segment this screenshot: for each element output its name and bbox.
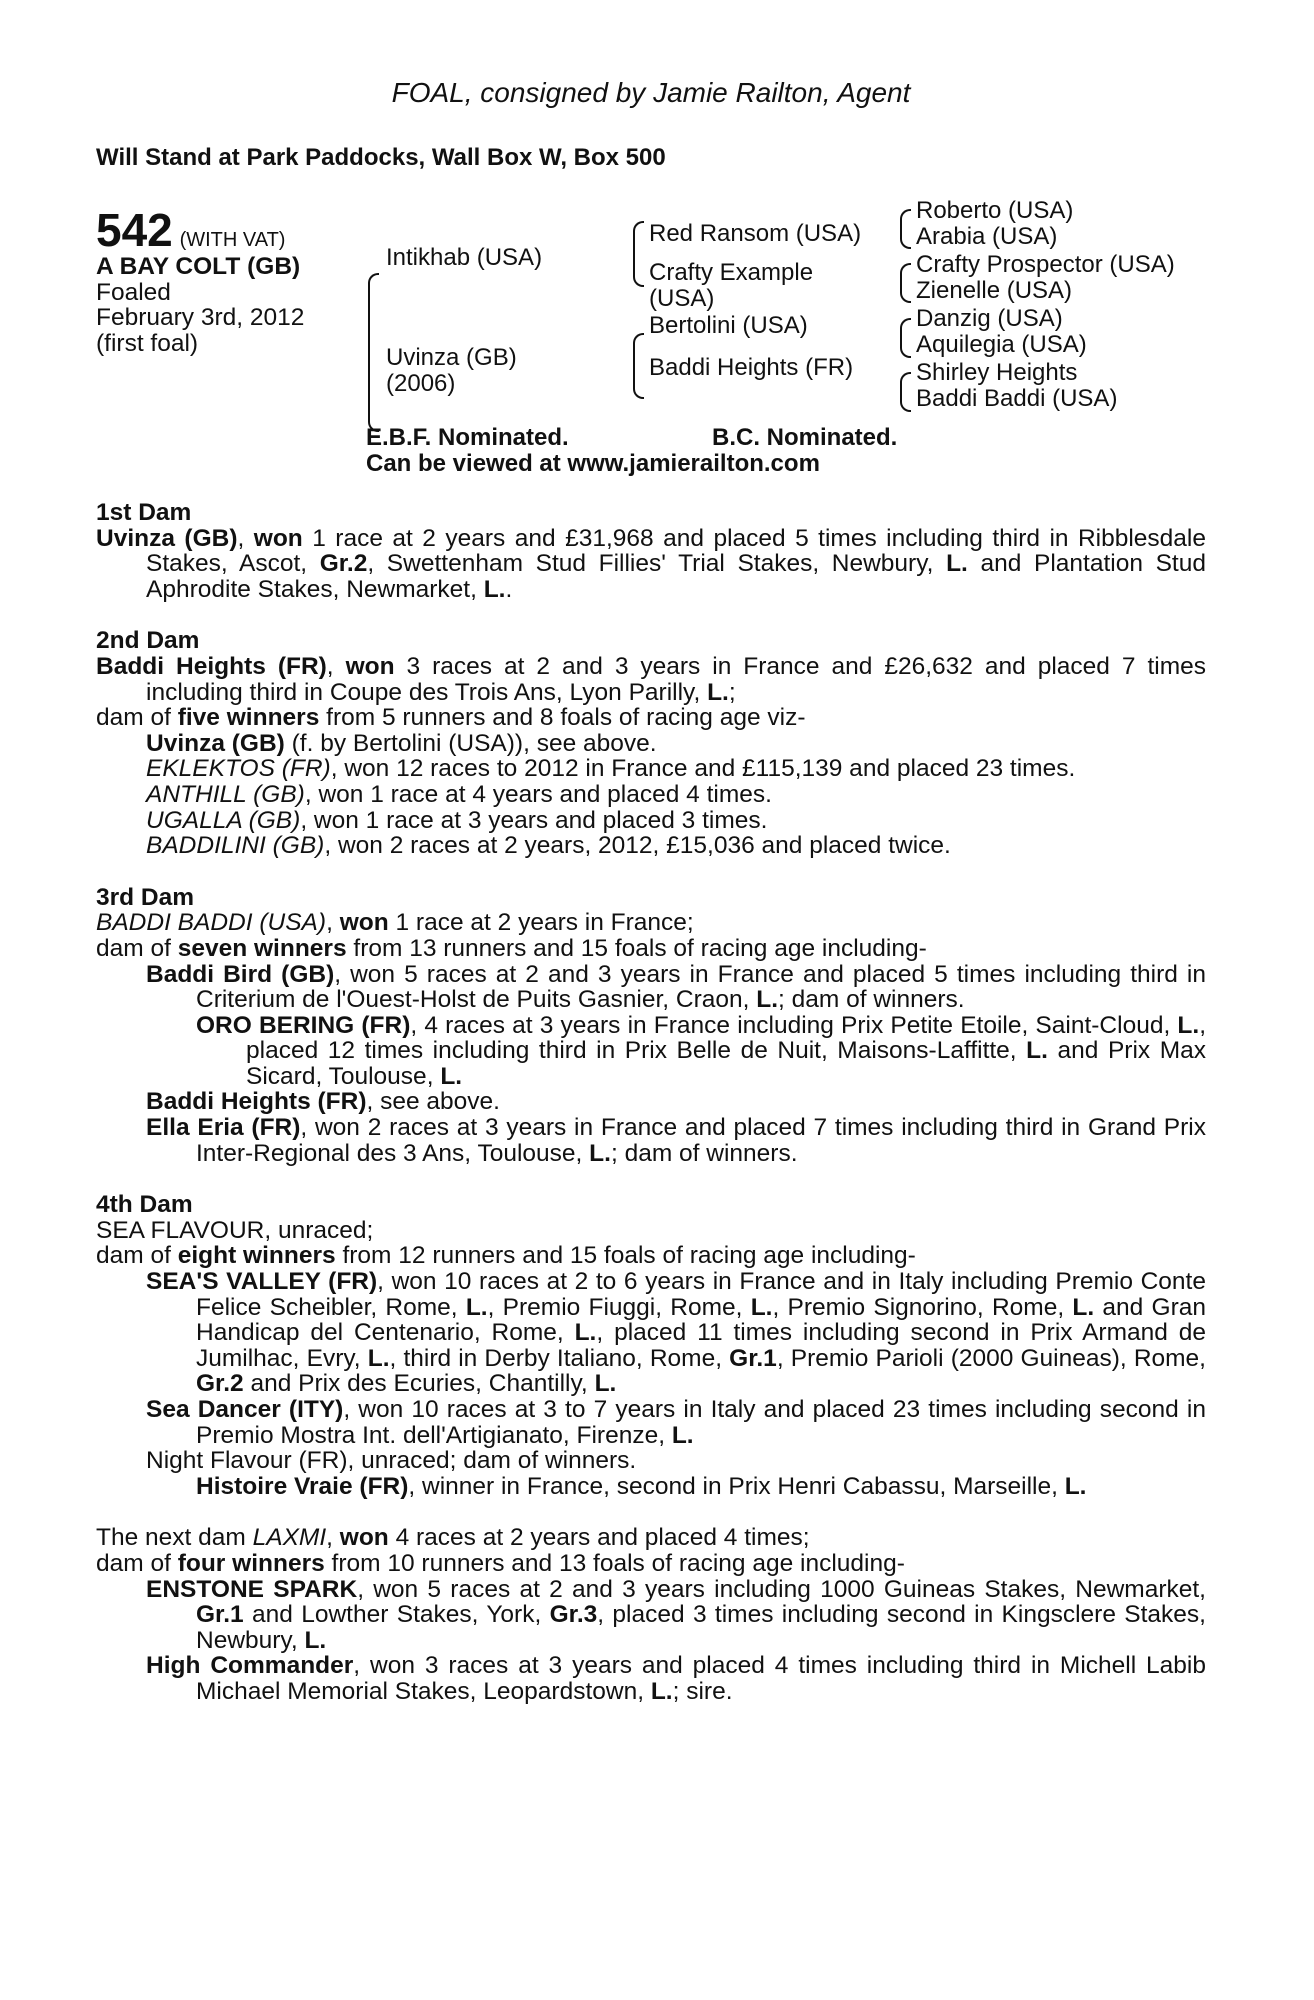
foaled-date: February 3rd, 2012 — [96, 304, 305, 332]
produce-record: Sea Dancer (ITY), won 10 races at 3 to 7 years in Italy and placed 23 times including second in Premio Mostra Int. dell'Artigianato, Firenze, L. — [146, 1396, 1206, 1449]
foal-note: (first foal) — [96, 329, 199, 357]
dam-year: (2006) — [386, 370, 456, 397]
section-heading: 1st Dam — [96, 499, 192, 526]
website-link[interactable]: Can be viewed at www.jamierailton.com — [366, 450, 820, 477]
produce-summary: dam of four winners from 10 runners and 13 foals of racing age including- — [96, 1549, 905, 1577]
pedigree-brace — [633, 333, 644, 399]
produce-record: Uvinza (GB) (f. by Bertolini (USA)), see above. — [146, 729, 657, 757]
produce-record: ORO BERING (FR), 4 races at 3 years in France including Prix Petite Etoile, Saint-Cloud, L., placed 12 times including third in Prix Belle de Nuit, Maisons-Laffitte, L. and Prix Max Sicard, Toulouse, L. — [196, 1011, 1206, 1090]
dam-dam: Baddi Heights (FR) — [649, 354, 854, 381]
produce-record: ENSTONE SPARK, won 5 races at 2 and 3 years including 1000 Guineas Stakes, Newmarket, Gr.1 and Lowther Stakes, York, Gr.3, placed 3 times including second in Kingsclere Stakes, Newbury, L. — [146, 1575, 1206, 1654]
produce-record: Night Flavour (FR), unraced; dam of winners. — [146, 1447, 637, 1475]
pedigree-brace — [900, 209, 911, 249]
next-dam-section — [96, 1525, 1206, 1704]
dam-sire: Bertolini (USA) — [649, 312, 808, 339]
pedigree-notes — [96, 500, 1206, 1731]
produce-summary: dam of eight winners from 12 runners and 15 foals of racing age including- — [96, 1242, 916, 1270]
lot-number: 542 — [96, 204, 173, 256]
produce-record: BADDILINI (GB), won 2 races at 2 years, 2012, £15,036 and placed twice. — [146, 832, 951, 860]
bc-nominated: B.C. Nominated. — [712, 424, 898, 451]
pedigree-brace — [368, 273, 379, 432]
stand-location: Will Stand at Park Paddocks, Wall Box W, Box 500 — [96, 144, 666, 171]
produce-record: SEA'S VALLEY (FR), won 10 races at 2 to 6 years in France and in Italy including Premio Conte Felice Scheibler, Rome, L., Premio Fiuggi, Rome, L., Premio Signorino, Rome, L. and Gran Handicap del Centenario, Rome, L., placed 11 times including second in Prix Armand de Jumilhac, Evry, L., third in Derby Italiano, Rome, Gr.1, Premio Parioli (2000 Guineas), Rome, Gr.2 and Prix des Ecuries, Chantilly, L. — [146, 1268, 1206, 1398]
produce-record: Ella Eria (FR), won 2 races at 3 years in France and placed 7 times including third in Grand Prix Inter-Regional des 3 Ans, Toulouse, L.; dam of winners. — [146, 1114, 1206, 1167]
dam: Uvinza (GB) — [386, 344, 517, 371]
sire-dam-country: (USA) — [649, 285, 715, 312]
produce-record: Baddi Heights (FR), see above. — [146, 1088, 500, 1116]
foaled-label: Foaled — [96, 278, 171, 306]
produce-record: Histoire Vraie (FR), winner in France, second in Prix Henri Cabassu, Marseille, L. — [196, 1472, 1087, 1500]
dam-record: BADDI BADDI (USA), won 1 race at 2 years in France; — [96, 909, 694, 937]
dam-record: SEA FLAVOUR, unraced; — [96, 1216, 374, 1244]
produce-record: High Commander, won 3 races at 3 years and placed 4 times including third in Michell Labib Michael Memorial Stakes, Leopardstown, L.; sire. — [146, 1652, 1207, 1705]
pedigree-chart — [96, 197, 1206, 425]
section-heading: 2nd Dam — [96, 627, 200, 655]
lot-name: A BAY COLT (GB) — [96, 253, 301, 280]
sire-sire-dam: Arabia (USA) — [916, 223, 1058, 250]
consignor-title: FOAL, consigned by Jamie Railton, Agent — [391, 77, 911, 108]
produce-record: Baddi Bird (GB), won 5 races at 2 and 3 years in France and placed 5 times including third in Criterium de l'Ouest-Holst de Puits Gasnier, Craon, L.; dam of winners. — [146, 960, 1206, 1014]
sire-dam: Crafty Example — [649, 259, 814, 286]
dam-dam-dam: Baddi Baddi (USA) — [916, 385, 1118, 412]
pedigree-brace — [900, 372, 911, 412]
dam-sire-dam: Aquilegia (USA) — [916, 331, 1087, 358]
dam-record: Baddi Heights (FR), won 3 races at 2 and 3 years in France and £26,632 and placed 7 times including third in Coupe des Trois Ans, Lyon Parilly, L.; — [96, 652, 1206, 706]
section-heading: 3rd Dam — [96, 883, 195, 911]
produce-record: UGALLA (GB), won 1 race at 3 years and placed 3 times. — [146, 806, 768, 834]
sire: Intikhab (USA) — [386, 244, 543, 271]
sire-sire: Red Ransom (USA) — [649, 220, 862, 247]
fourth-dam-section — [96, 1192, 1206, 1499]
dam-record: The next dam LAXMI, won 4 races at 2 years and placed 4 times; — [96, 1524, 810, 1552]
produce-summary: dam of five winners from 5 runners and 8 foals of racing age viz- — [96, 704, 806, 732]
sire-dam-dam: Zienelle (USA) — [916, 277, 1073, 304]
produce-record: ANTHILL (GB), won 1 race at 4 years and placed 4 times. — [146, 780, 772, 808]
section-heading: 4th Dam — [96, 1191, 193, 1219]
pedigree-brace — [900, 318, 911, 358]
dam-record: Uvinza (GB), won 1 race at 2 years and £31,968 and placed 5 times including third in Ribblesdale Stakes, Ascot, Gr.2, Swettenham Stud Fillies' Trial Stakes, Newbury, L. and Plantation Stud Aphrodite Stakes, Newmarket, L.. — [96, 524, 1206, 603]
dam-dam-sire: Shirley Heights — [916, 359, 1078, 386]
dam-sire-sire: Danzig (USA) — [916, 305, 1063, 332]
sire-dam-sire: Crafty Prospector (USA) — [916, 251, 1175, 278]
third-dam-section — [96, 885, 1206, 1167]
lot-vat: (WITH VAT) — [179, 229, 286, 251]
pedigree-brace — [900, 263, 911, 303]
ebf-nominated: E.B.F. Nominated. — [366, 424, 569, 451]
nominations — [366, 425, 897, 477]
produce-summary: dam of seven winners from 13 runners and 15 foals of racing age including- — [96, 934, 927, 962]
produce-record: EKLEKTOS (FR), won 12 races to 2012 in France and £115,139 and placed 23 times. — [146, 755, 1076, 783]
sire-sire-sire: Roberto (USA) — [916, 197, 1074, 224]
second-dam-section — [96, 628, 1206, 858]
first-dam-section — [96, 500, 1206, 602]
pedigree-brace — [633, 221, 644, 287]
